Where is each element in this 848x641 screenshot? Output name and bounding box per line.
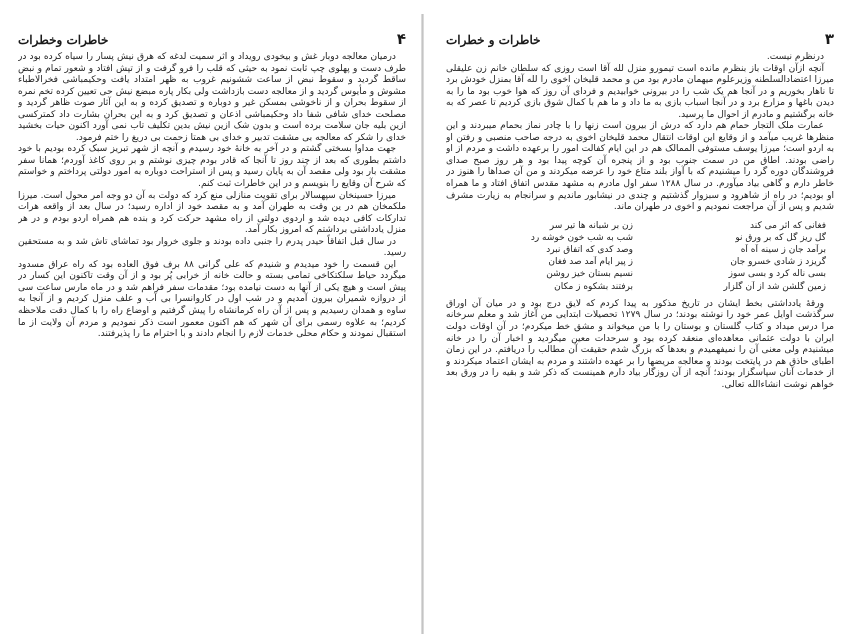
poem-verse: گریزد ز شادی خسرو جان [730,257,826,268]
right-page [446,30,834,630]
paragraph: این قسمت را خود میدیدم و شنیدم که علی گرانی ۸۸ برف فوق العاده بود که راه عراق مسدود میگردد حیاط سلکتکاخی تمامی بسته و حالت خانه از خرابی پُر بود و از آن وقت تاکنون این کسار در پیش است و هیچ یکی از آنها به دست نیامده بود؛ مقدمات سفر فراهم شد و در ماه مارس ساعت سی از دروازه شمیران بیرون آمدیم و در شب اول در کاروانسرا بی آب و علف منزل کردیم و از آنجا به ساوه و همدان رسیدیم و پس از آن راه کرمانشاه را پیش گرفتیم و اوضاع راه را با کمال دقت ملاحظه کردیم؛ به علاوه رسمی برای آن شهر که هم اکنون معمور است ذکر نمودیم و مردم آن ولایت از ما استقبال نمودند و حکام محلی خدمات لازم را انجام دادند و با احترام ما را پذیرفتند. [18,259,406,340]
poem-verse: بسی ناله کرد و بسی سوز [728,269,826,280]
right-page-body-continued [446,299,834,391]
right-page-number: ۳ [824,30,834,48]
right-page-header [446,30,834,48]
left-running-title: خاطرات وخطرات [18,33,109,47]
poem-verse: برآمد جان ز سینه آه آه [740,245,826,256]
poem-verse: وصد کدی که اتفاق نبرد [546,245,633,256]
left-page [18,30,406,630]
left-page-header [18,30,406,48]
paragraph: عمارت ملک التجار حمام هم دارد که درش از بیرون است زنها را با چادر نماز بحمام میبردند و این منظرها غریب میآمد و از وقایع این اوقات انتقال محمد قلیخان اخوی به درجه صاحب منصبی و رفتن او به اردو است؛ میرزا یوسف مستوفی الممالک هم در این ایام کفالت امور را برعهده داشت و مردم از او راضی بودند. اطاق من در سمت جنوب بود و از پنجره آن کوچه پیدا بود و هر روز صبح صدای فروشندگان دوره گرد را میشنیدم که با آواز بلند متاع خود را عرضه میکردند و من آن صداها را هنوز در خاطر دارم و گاهی بیاد میآورم. در سال ۱۲۸۸ سفر اول مادرم به مشهد مقدس اتفاق افتاد و ما همراه او بودیم؛ در راه از شاهرود و سبزوار گذشتیم و چندی در نیشابور ماندیم و سرانجام به زیارت مشرف شدیم و پس از آن مراجعت نمودیم و اخوی در طهران ماند. [446,121,834,213]
left-page-body [18,52,406,341]
poem-verse: نسیم بستان خیز روشن [546,269,633,280]
book-gutter [421,14,424,634]
poem-verse: برفتند بشکوه ز مکان [554,281,633,292]
poem-verse: ز پیر ایام آمد صد فغان [548,257,633,268]
paragraph: درمیان معالجه دوبار غش و بیخودی رویداد و اثر سمیت لدغه که هرق نیش پسار را سیاه کرده بود در طرف دست و پهلوی چپ ثابت نمود به حیثی که قلب را فرو گرفت و از تپش افتاد و شعور تمام و نبض ساقط گردید و سقوط نبض از ساعت ششونیم غروب به ظهر امتداد یافت وحکیمباشی فخرالاطباء مشوش و مأیوس گردید و از معالجه دست بازداشت ولی بکار پاره مبضع نیش حی تعیین کرده تخم نمره از سقوط بحران و از ناخوشی بمسکن غیر و دوباره و تصدیق کرده و به این آثار صوت ظاهر گردید و مصلحت خدای شافی شفا داد وحکیمباشی اذعان و تصدیق کرد و به این بحران بشارت داد کمترکسی ازین بلیه جان سلامت برده است و بدون شک ازین نیش بدین تکلیف تاب نمی آورد اکنون حیات بخشید خدای را شکر که معالجه بی مشقت تدبیر و خدای بی همتا زحمت بی دریغ را ختم فرمود. [18,52,406,143]
poem-verse: شب به شب خون خوشه رد [530,232,633,243]
paragraph: میرزا حسینخان سپهسالار برای تقویت منازلی منع کرد که دولت به آن دو وجه امر محول است. میرزا ملکمخان هم در ین وقت به طهران آمد و به مقصد خود از اداره رسید؛ در سال بعد از واقعه هرات تدارکات کافی دیده شد و اردوی دولتی از راه مشهد حرکت کرد و بنده هم همراه اردو بودم و در هر منزل یادداشتی برداشتم که امروز بکار آمد. [18,190,406,236]
paragraph: آنچه ازآن اوقات باز بنظرم مانده است تیمورو منزل لله آقا است روزی که سلطان خانم زن علیقلی میرزا اعتضادالسلطنه وزیرعلوم میهمان مادرم بود من و محمد قلیخان اخوی را لله آقا بمنزل خودش برد تا ناهار بخوریم و در آنجا هم یک شب را در بیرونی خوابیدیم و فردای آن روز که هوا خوب بود ما را به دیدن باغها و مزارع برد و در آنجا اسباب بازی به ما داد و ما هم با کمال شوق بازی کردیم تا عصر که به خانه برگشتیم و مادرم از احوال ما پرسید. [446,63,834,120]
right-running-title: خاطرات و خطرات [446,33,541,47]
poem-verse: گل ریز گل که بر ورق نو [735,232,826,243]
paragraph: ورقهٔ یادداشتی بخط ایشان در تاریخ مذکور به پیدا کردم که لایق درج بود و در میان آن اوراق سرگذشت اوایل عمر خود را نوشته بودند؛ در سال ۱۲۷۹ تحصیلات ابتدایی من آغاز شد و معلم سرخانه مرا درس میداد و کتاب گلستان و بوستان را با من میخواند و مشق خط میکردم؛ در آن اوقات دولت ایران با دولت عثمانی معاهده‌ای منعقد کرده بود و سرحدات معین میگردید و اخبار آن را در خانه میشنیدم ولی معنی آن را نمیفهمیدم و بعدها که بزرگ شدم حقیقت آن مطالب را دریافتم. در این زمان اطبای حاذق هم در پایتخت بودند و معالجه مریضها را بر عهده داشتند و مردم به ایشان اعتماد میکردند و از خدمات آنان سپاسگزار بودند؛ آنچه از آن روزگار بیاد دارم همینست که ذکر شد و بقیه را در ورق بعد خواهم نوشت انشاءالله تعالی. [446,298,834,390]
poem-verse: فغانی که اثر می کند [750,220,826,231]
right-page-body [446,52,834,214]
poem-verse: زمین گلشن شد از آن گلزار [723,281,826,292]
left-page-number: ۴ [396,30,406,48]
poem-block [446,214,834,299]
paragraph: در سال قبل اتفاقاً حیدر پدرم را جنبی داده بودند و جلوی خروار بود تماشای تاش شد و به مستحقین رسید. [18,236,406,259]
paragraph: جهت مداوا بسختی گشتم و در آخر به خانهٔ خود رسیدم و آنچه از شهر تبریز سبک کرده بودیم با خود داشتم بطوری که بعد از چند روز تا آنجا که قادر بودم چیزی نوشتم و بر روی کاغذ آوردم؛ همانا سفر مشقت بار بود ولی مقصد آن به پایان رسید و پس از استراحت دوباره به امور دولتی پرداختم و خواستم که شرح آن وقایع را بنویسم و در این خاطرات ثبت کنم. [18,144,406,190]
paragraph: درنظرم نیست. [766,52,824,62]
poem-verse: زن بر شبانه ها تیر سر [549,220,633,231]
